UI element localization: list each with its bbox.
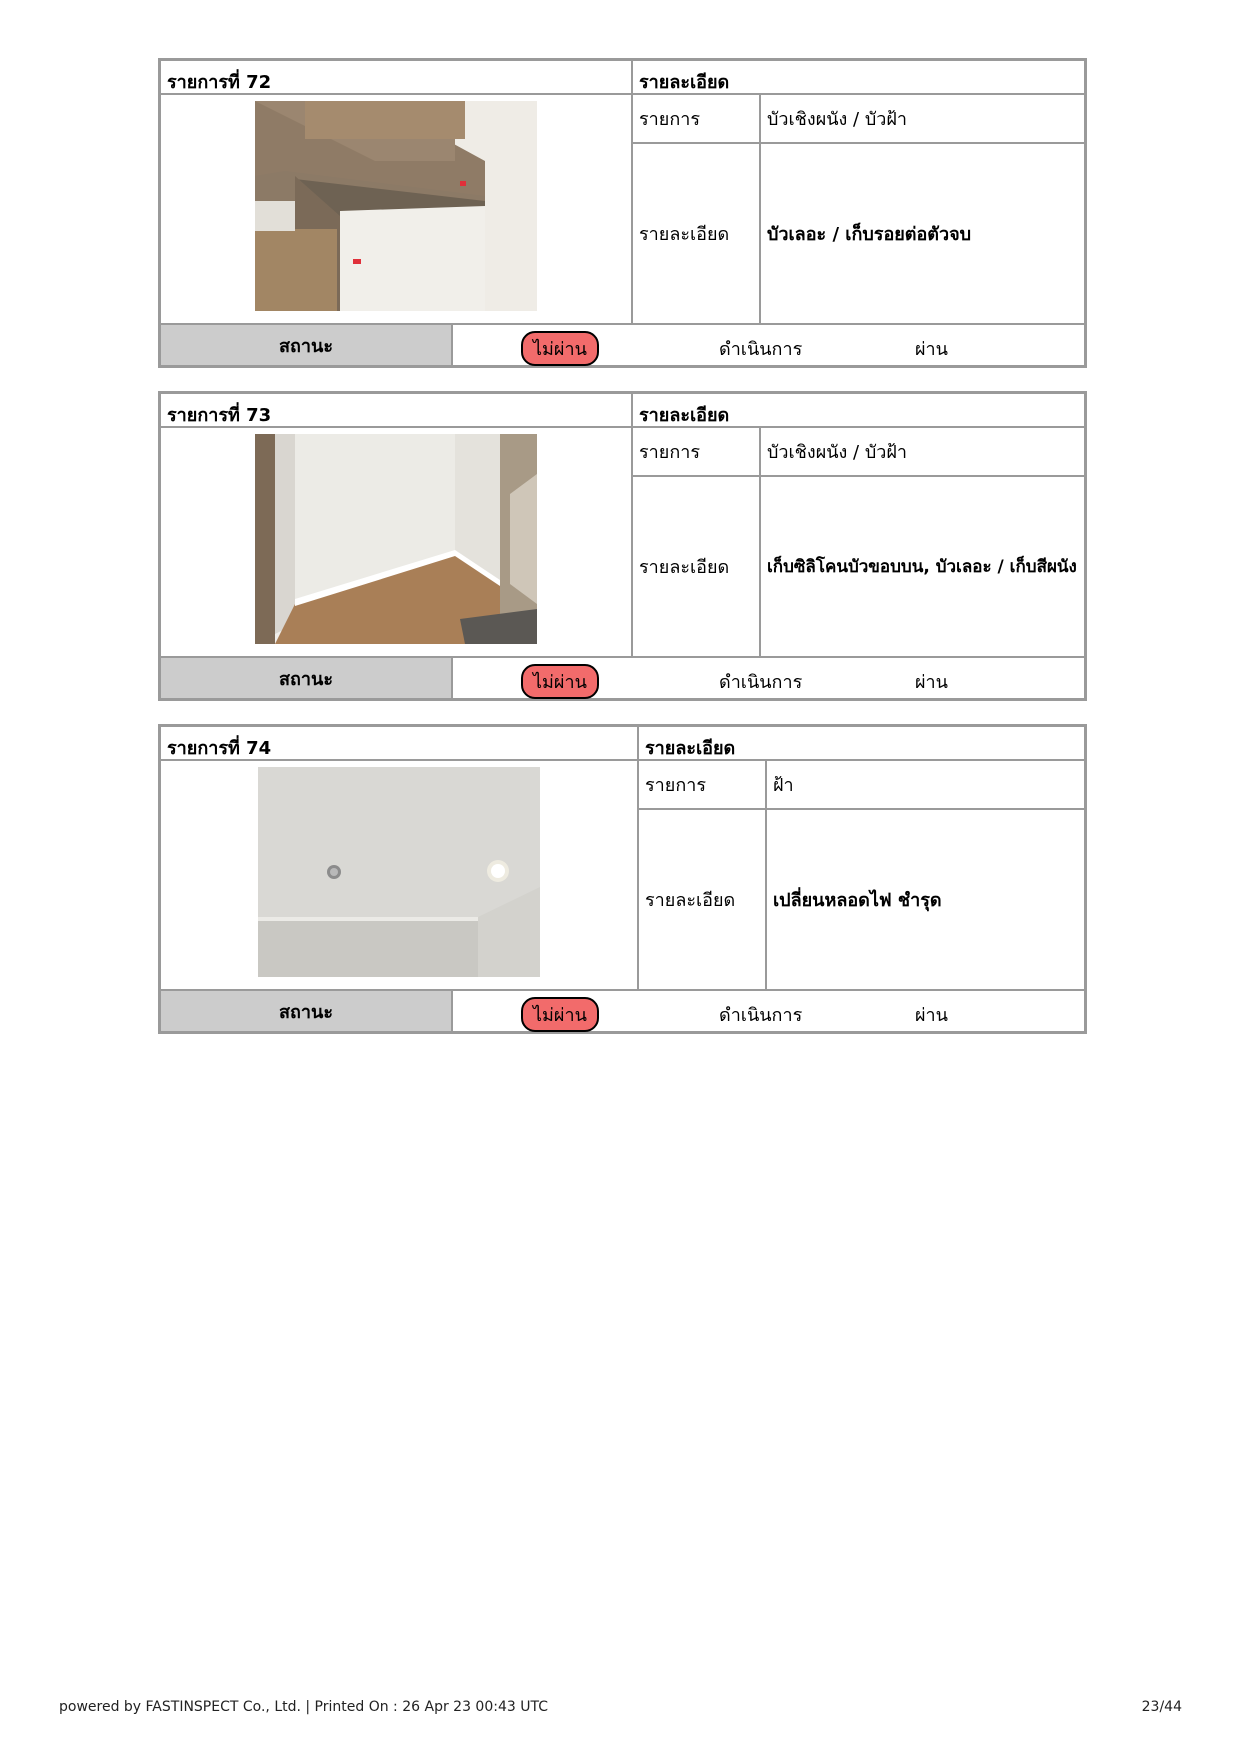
status-options	[453, 991, 1084, 1031]
footer-credit: powered by FASTINSPECT Co., Ltd. | Printed On : 26 Apr 23 00:43 UTC	[59, 1699, 548, 1715]
photo-cell	[161, 761, 639, 989]
status-fail-badge[interactable]: ไม่ผ่าน	[521, 331, 599, 366]
status-in-progress-option[interactable]: ดำเนินการ	[719, 672, 803, 693]
item-label: รายการ	[633, 428, 761, 477]
inspection-record-72	[158, 58, 1087, 368]
item-value: บัวเชิงผนัง / บัวฝ้า	[761, 428, 1084, 477]
status-row	[161, 989, 1084, 1031]
photo-cell	[161, 95, 633, 323]
details-header: รายละเอียด	[633, 61, 1084, 95]
item-label: รายการ	[639, 761, 767, 810]
inspection-photo[interactable]	[258, 767, 540, 977]
status-pass-option[interactable]: ผ่าน	[915, 672, 948, 693]
details-header: รายละเอียด	[633, 394, 1084, 428]
record-title: รายการที่ 73	[161, 394, 633, 428]
status-row	[161, 656, 1084, 698]
detail-label: รายละเอียด	[633, 144, 761, 323]
item-value: ฝ้า	[767, 761, 1084, 810]
status-label: สถานะ	[161, 325, 453, 365]
item-value: บัวเชิงผนัง / บัวฝ้า	[761, 95, 1084, 144]
status-options	[453, 325, 1084, 365]
inspection-photo[interactable]	[255, 101, 537, 311]
detail-label: รายละเอียด	[633, 477, 761, 656]
status-pass-option[interactable]: ผ่าน	[915, 339, 948, 360]
inspection-record-73	[158, 391, 1087, 701]
details-table	[633, 428, 1084, 656]
status-pass-option[interactable]: ผ่าน	[915, 1005, 948, 1026]
record-title: รายการที่ 74	[161, 727, 639, 761]
page-number: 23/44	[1141, 1699, 1182, 1715]
details-table	[633, 95, 1084, 323]
inspection-photo[interactable]	[255, 434, 537, 644]
status-fail-badge[interactable]: ไม่ผ่าน	[521, 664, 599, 699]
details-header: รายละเอียด	[639, 727, 1084, 761]
status-fail-badge[interactable]: ไม่ผ่าน	[521, 997, 599, 1032]
detail-value: เก็บซิลิโคนบัวขอบบน, บัวเลอะ / เก็บสีผนัง	[767, 557, 1077, 577]
inspection-record-74	[158, 724, 1087, 1034]
detail-label: รายละเอียด	[639, 810, 767, 989]
status-options	[453, 658, 1084, 698]
status-in-progress-option[interactable]: ดำเนินการ	[719, 339, 803, 360]
item-label: รายการ	[633, 95, 761, 144]
record-title: รายการที่ 72	[161, 61, 633, 95]
status-label: สถานะ	[161, 658, 453, 698]
detail-value: เปลี่ยนหลอดไฟ ชำรุด	[773, 890, 942, 911]
detail-value: บัวเลอะ / เก็บรอยต่อตัวจบ	[767, 224, 972, 245]
status-label: สถานะ	[161, 991, 453, 1031]
status-row	[161, 323, 1084, 365]
status-in-progress-option[interactable]: ดำเนินการ	[719, 1005, 803, 1026]
photo-cell	[161, 428, 633, 656]
details-table	[639, 761, 1084, 989]
